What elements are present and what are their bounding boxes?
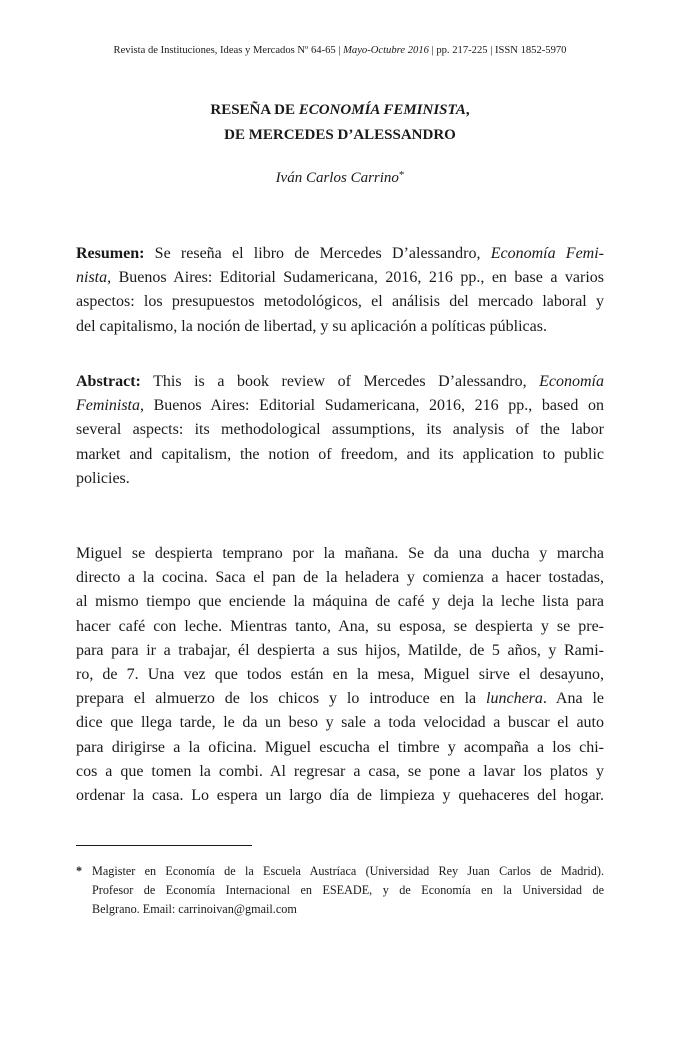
abstract-paragraph: [76, 370, 604, 491]
resumen-line-2: [76, 266, 604, 290]
body-text: prepara el almuerzo de los chicos y lo introduce en la: [76, 690, 487, 708]
abstract-line-3: several aspects: its methodological assumptions, its analysis of the labor: [76, 421, 604, 439]
footnote-line-1: Magister en Economía de la Escuela Austríaca (Universidad Rey Juan Carlos de Madrid).: [92, 864, 604, 878]
abstract-book-title: Feminista: [76, 397, 140, 415]
abstract-line-1: [76, 370, 604, 394]
body-line-3: al mismo tiempo que enciende la máquina de café y deja la leche lista para: [76, 593, 604, 611]
abstract-label: Abstract:: [76, 373, 141, 390]
body-line-11: ordenar la casa. Lo espera un largo día de limpieza y quehaceres del hogar.: [76, 787, 604, 805]
body-paragraph: [76, 542, 604, 808]
title-prefix: RESEÑA DE: [210, 102, 299, 118]
resumen-paragraph: [76, 242, 604, 339]
title-line-1: [72, 98, 608, 123]
footnote-text: [92, 862, 604, 919]
resumen-book-title: nista: [76, 269, 108, 287]
resumen-line-3: aspectos: los presupuestos metodológicos, el análisis del mercado laboral y: [76, 293, 604, 311]
abstract-line-4: market and capitalism, the notion of freedom, and its application to public: [76, 445, 604, 463]
resumen-book-title: Economía Femi-: [490, 245, 605, 262]
footnote: [76, 862, 604, 919]
abstract-text: , Buenos Aires: Editorial Sudamericana, 2016, 216 pp., based on: [140, 397, 604, 415]
body-line-10: cos a que tomen la combi. Al regresar a casa, se pone a lavar los platos y: [76, 762, 604, 780]
resumen-text: Se reseña el libro de Mercedes D’alessandro,: [144, 245, 491, 262]
running-header: [72, 45, 608, 56]
author-footnote-mark: *: [398, 169, 405, 181]
abstract-book-title: Economía: [539, 373, 604, 390]
footnote-divider: [76, 845, 252, 846]
title-comma: ,: [465, 102, 470, 118]
body-italic-term: lunchera: [486, 690, 543, 708]
body-line-2: directo a la cocina. Saca el pan de la heladera y comienza a hacer tostadas,: [76, 569, 604, 587]
abstract-line-2: [76, 394, 604, 418]
body-line-9: para dirigirse a la oficina. Miguel escucha el timbre y acompaña a los chi-: [76, 738, 604, 756]
abstract-text: This is a book review of Mercedes D’alessandro,: [140, 373, 540, 390]
issue-period: Mayo-Octubre 2016: [343, 45, 429, 56]
body-line-6: ro, de 7. Una vez que todos están en la mesa, Miguel sirve el desayuno,: [76, 666, 604, 684]
body-line-4: hacer café con leche. Mientras tanto, Ana, su esposa, se despierta y se pre-: [76, 617, 604, 635]
body-line-7: [76, 687, 604, 711]
footnote-line-3: Belgrano. Email: carrinoivan@gmail.com: [92, 902, 297, 916]
footnote-line-2: Profesor de Economía Internacional en ESEADE, y de Economía en la Universidad de: [92, 883, 604, 897]
article-title: [72, 98, 608, 148]
resumen-label: Resumen:: [76, 245, 145, 262]
resumen-text: , Buenos Aires: Editorial Sudamericana, 2016, 216 pp., en base a varios: [107, 269, 604, 287]
footnote-mark: *: [76, 864, 83, 878]
body-line-8: dice que llega tarde, le da un beso y sale a toda velocidad a buscar el auto: [76, 714, 604, 732]
journal-name: Revista de Instituciones, Ideas y Mercados Nº 64-65 |: [113, 45, 344, 56]
body-text: . Ana le: [542, 690, 604, 708]
author: [72, 170, 608, 187]
title-book-name: ECONOMÍA FEMINISTA: [298, 102, 466, 118]
title-line-2: DE MERCEDES D’ALESSANDRO: [224, 127, 456, 143]
author-name: Iván Carlos Carrino: [275, 170, 399, 186]
body-line-5: para para ir a trabajar, él despierta a sus hijos, Matilde, de 5 años, y Rami-: [76, 641, 604, 659]
resumen-line-4: del capitalismo, la noción de libertad, y su aplicación a políticas públicas.: [76, 317, 547, 335]
pages-issn: | pp. 217-225 | ISSN 1852-5970: [428, 45, 567, 56]
body-line-1: Miguel se despierta temprano por la mañana. Se da una ducha y marcha: [76, 545, 604, 562]
abstract-line-5: policies.: [76, 469, 130, 487]
resumen-line-1: [76, 242, 604, 266]
